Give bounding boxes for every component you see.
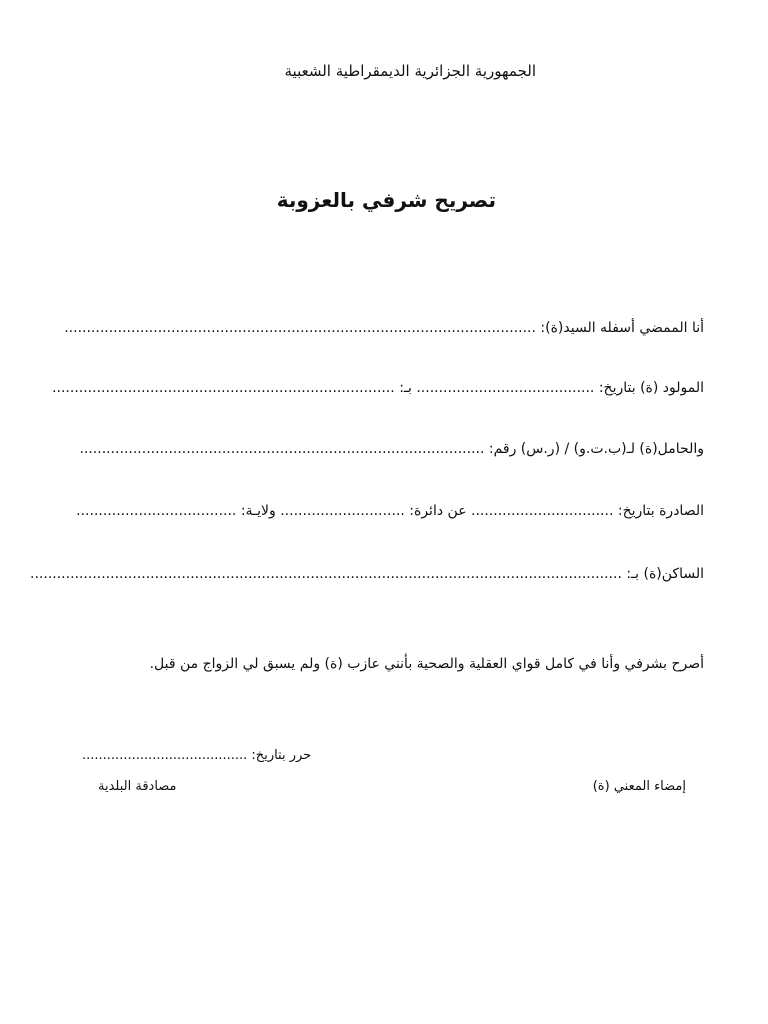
form-line-issued: الصادرة بتاريخ: ................................ عن دائرة: ............................ ولايـة: .................................... [76,503,704,519]
form-line-name: أنا الممضي أسفله السيد(ة): .......................................................................................................... [64,320,704,336]
date-line: حرر بتاريخ: ........................................ [82,748,312,763]
country-header: الجمهورية الجزائرية الديمقراطية الشعبية [284,62,536,80]
declaration-statement: أصرح بشرفي وأنا في كامل قواي العقلية والصحية بأنني عازب (ة) ولم يسبق لي الزواج من قبل. [149,656,704,672]
signature-label: إمضاء المعني (ة) [592,779,686,794]
form-line-residence: الساكن(ة) بـ: ..................................................................................................................................... [30,566,704,582]
municipality-certification-label: مصادقة البلدية [98,779,177,794]
form-line-birth: المولود (ة) بتاريخ: ........................................ بـ: ............................................................................. [52,380,704,396]
document-title: تصريح شرفي بالعزوبة [276,188,496,212]
form-line-id-number: والحامل(ة) لـ(ب.ت.و) / (ر.س) رقم: ........................................................................................... [79,441,704,457]
